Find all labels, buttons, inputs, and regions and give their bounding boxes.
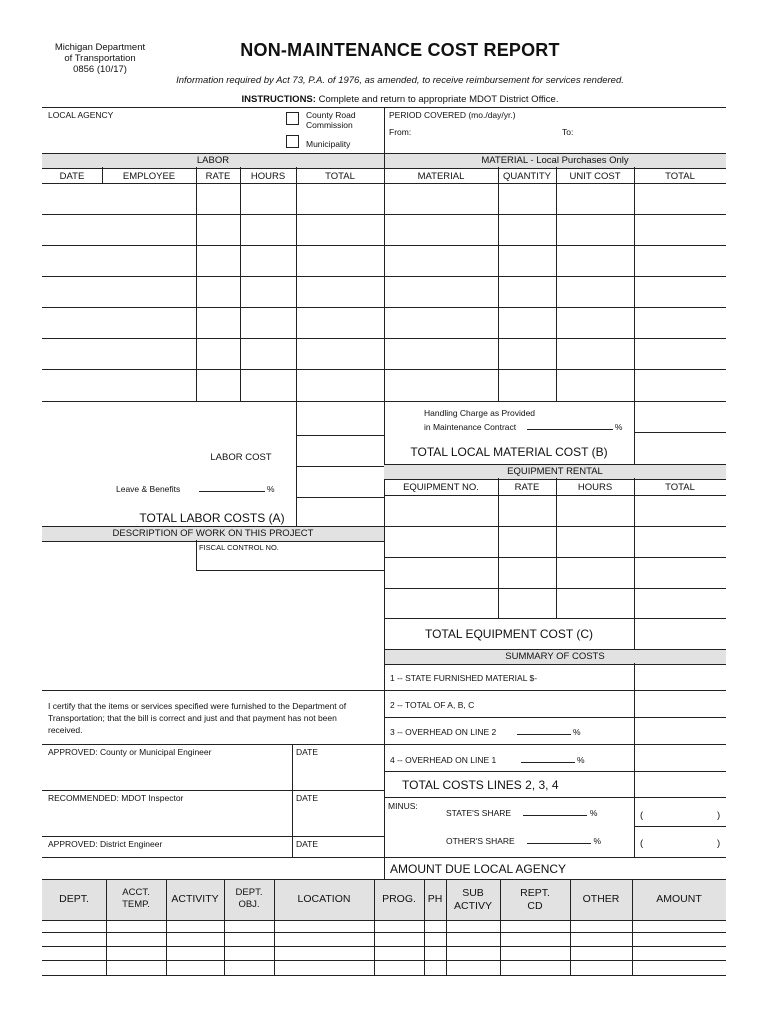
description-textarea[interactable] [46,572,384,672]
description-title: DESCRIPTION OF WORK ON THIS PROJECT [112,528,314,539]
rept-cd-line2: CD [527,900,543,912]
certification-text: I certify that the items or services specified were furnished to the Department of Transportation; that the bill is correct and just and that payment has not been received. [48,701,347,735]
period-from-input[interactable] [418,122,552,140]
labor-section-title: LABOR [196,155,230,166]
municipality-label: Municipality [306,139,351,149]
labor-col-rate: RATE [205,171,231,182]
approved-district-label: APPROVED: District Engineer [48,839,163,849]
minus-label: MINUS: [388,801,418,811]
handling-charge-text: in Maintenance Contract [424,422,517,432]
labor-col-total: TOTAL [325,171,355,182]
county-road-line1: County Road [306,110,356,120]
instructions-label: INSTRUCTIONS: [241,94,316,105]
labor-col-hours: HOURS [250,171,286,182]
acct-col-amount: AMOUNT [656,893,702,905]
recommended-date-label: DATE [296,793,319,803]
agency-name-line1: Michigan Department [54,42,146,53]
material-col-unit-cost: UNIT COST [569,171,621,182]
summary-line4-row [390,755,585,765]
material-col-total: TOTAL [665,171,695,182]
material-col-material: MATERIAL [417,171,465,182]
material-section-title: MATERIAL - Local Purchases Only [481,155,629,166]
page-subtitle: Information required by Act 73, P.A. of 1976, as amended, to receive reimbursement for services rendered. [176,75,624,86]
instructions-text: Complete and return to appropriate MDOT District Office. [318,94,559,105]
states-share-blank[interactable] [523,815,587,816]
handling-charge-line2 [424,422,622,432]
acct-col-rept-cd [500,887,570,913]
equipment-col-rate: RATE [514,482,540,493]
overhead-line2-percent: % [573,727,581,737]
others-share-blank[interactable] [527,843,591,844]
states-share-percent: % [589,808,598,818]
sub-activity-line1: SUB [462,887,484,899]
others-share-percent: % [593,836,602,846]
agency-name-line2: of Transportation [64,53,136,64]
equipment-col-hours: HOURS [577,482,613,493]
total-costs-lines-label: TOTAL COSTS LINES 2, 3, 4 [402,778,559,792]
county-road-line2: Commission [306,120,353,130]
to-label: To: [562,127,574,137]
others-share-paren-close: ) [717,838,721,849]
acct-col-acct-temp [106,887,166,911]
acct-col-other: OTHER [582,893,620,905]
others-share-paren-open: ( [640,838,644,849]
dept-obj-line1: DEPT. [235,887,263,898]
amount-due-label: AMOUNT DUE LOCAL AGENCY [390,862,567,876]
leave-benefits-row [116,484,275,494]
local-agency-input[interactable] [48,124,280,148]
period-to-input[interactable] [578,122,722,140]
summary-line3-row [390,727,581,737]
acct-col-prog: PROG. [382,893,416,905]
county-road-label [306,110,356,130]
instructions [150,94,650,105]
handling-charge-line1: Handling Charge as Provided [424,408,536,418]
agency-block [40,42,160,75]
approved-district-date-label: DATE [296,839,319,849]
total-material-cost-label: TOTAL LOCAL MATERIAL COST (B) [410,445,608,459]
states-share-paren-close: ) [717,810,721,821]
recommended-inspector-label: RECOMMENDED: MDOT Inspector [48,793,184,803]
others-share-label: OTHER'S SHARE [446,836,515,846]
total-equipment-cost-label: TOTAL EQUIPMENT COST (C) [424,627,594,641]
leave-benefits-label: Leave & Benefits [116,484,181,494]
acct-temp-line2: TEMP. [122,899,150,910]
labor-cost-label: LABOR COST [210,452,272,463]
acct-col-activity: ACTIVITY [171,893,219,905]
acct-col-location: LOCATION [297,893,351,905]
county-road-checkbox[interactable] [286,112,299,125]
approved-engineer-label: APPROVED: County or Municipal Engineer [48,747,212,757]
states-share-label: STATE'S SHARE [446,808,512,818]
period-covered-label: PERIOD COVERED (mo./day/yr.) [389,110,516,120]
material-col-quantity: QUANTITY [502,171,552,182]
equipment-col-no: EQUIPMENT NO. [403,482,479,493]
dept-obj-line2: OBJ. [238,899,260,910]
overhead-line2-blank[interactable] [517,734,571,735]
acct-col-ph: PH [427,893,443,905]
form-number: 0856 (10/17) [73,64,127,75]
summary-line2: 2 -- TOTAL OF A, B, C [390,700,475,710]
summary-line3: 3 -- OVERHEAD ON LINE 2 [390,727,497,737]
summary-title: SUMMARY OF COSTS [505,651,605,662]
fiscal-control-label: FISCAL CONTROL NO. [199,543,279,552]
local-agency-label: LOCAL AGENCY [48,110,114,120]
from-label: From: [389,127,412,137]
handling-percent-sign: % [614,422,623,432]
acct-col-sub-activity [446,887,500,913]
acct-col-dept: DEPT. [59,893,89,905]
approved-engineer-date-label: DATE [296,747,319,757]
acct-col-dept-obj [224,887,274,911]
sub-activity-line2: ACTIVY [454,900,492,912]
labor-col-employee: EMPLOYEE [122,171,176,182]
leave-benefits-percent-sign: % [267,484,275,494]
total-labor-costs-label: TOTAL LABOR COSTS (A) [139,511,285,525]
overhead-line1-percent: % [577,755,585,765]
overhead-line1-blank[interactable] [521,762,575,763]
handling-charge-percent-blank[interactable] [527,429,613,430]
municipality-checkbox[interactable] [286,135,299,148]
equipment-rental-title: EQUIPMENT RENTAL [507,466,603,477]
states-share-row [446,808,597,818]
others-share-row [446,836,601,846]
equipment-col-total: TOTAL [665,482,695,493]
rept-cd-line1: REPT. [520,887,550,899]
labor-col-date: DATE [59,171,85,182]
acct-temp-line1: ACCT. [122,887,150,898]
page-title: NON-MAINTENANCE COST REPORT [240,40,560,60]
summary-line4: 4 -- OVERHEAD ON LINE 1 [390,755,497,765]
states-share-paren-open: ( [640,810,644,821]
summary-line1: 1 -- STATE FURNISHED MATERIAL $- [390,673,538,683]
leave-benefits-percent-blank[interactable] [199,491,265,492]
